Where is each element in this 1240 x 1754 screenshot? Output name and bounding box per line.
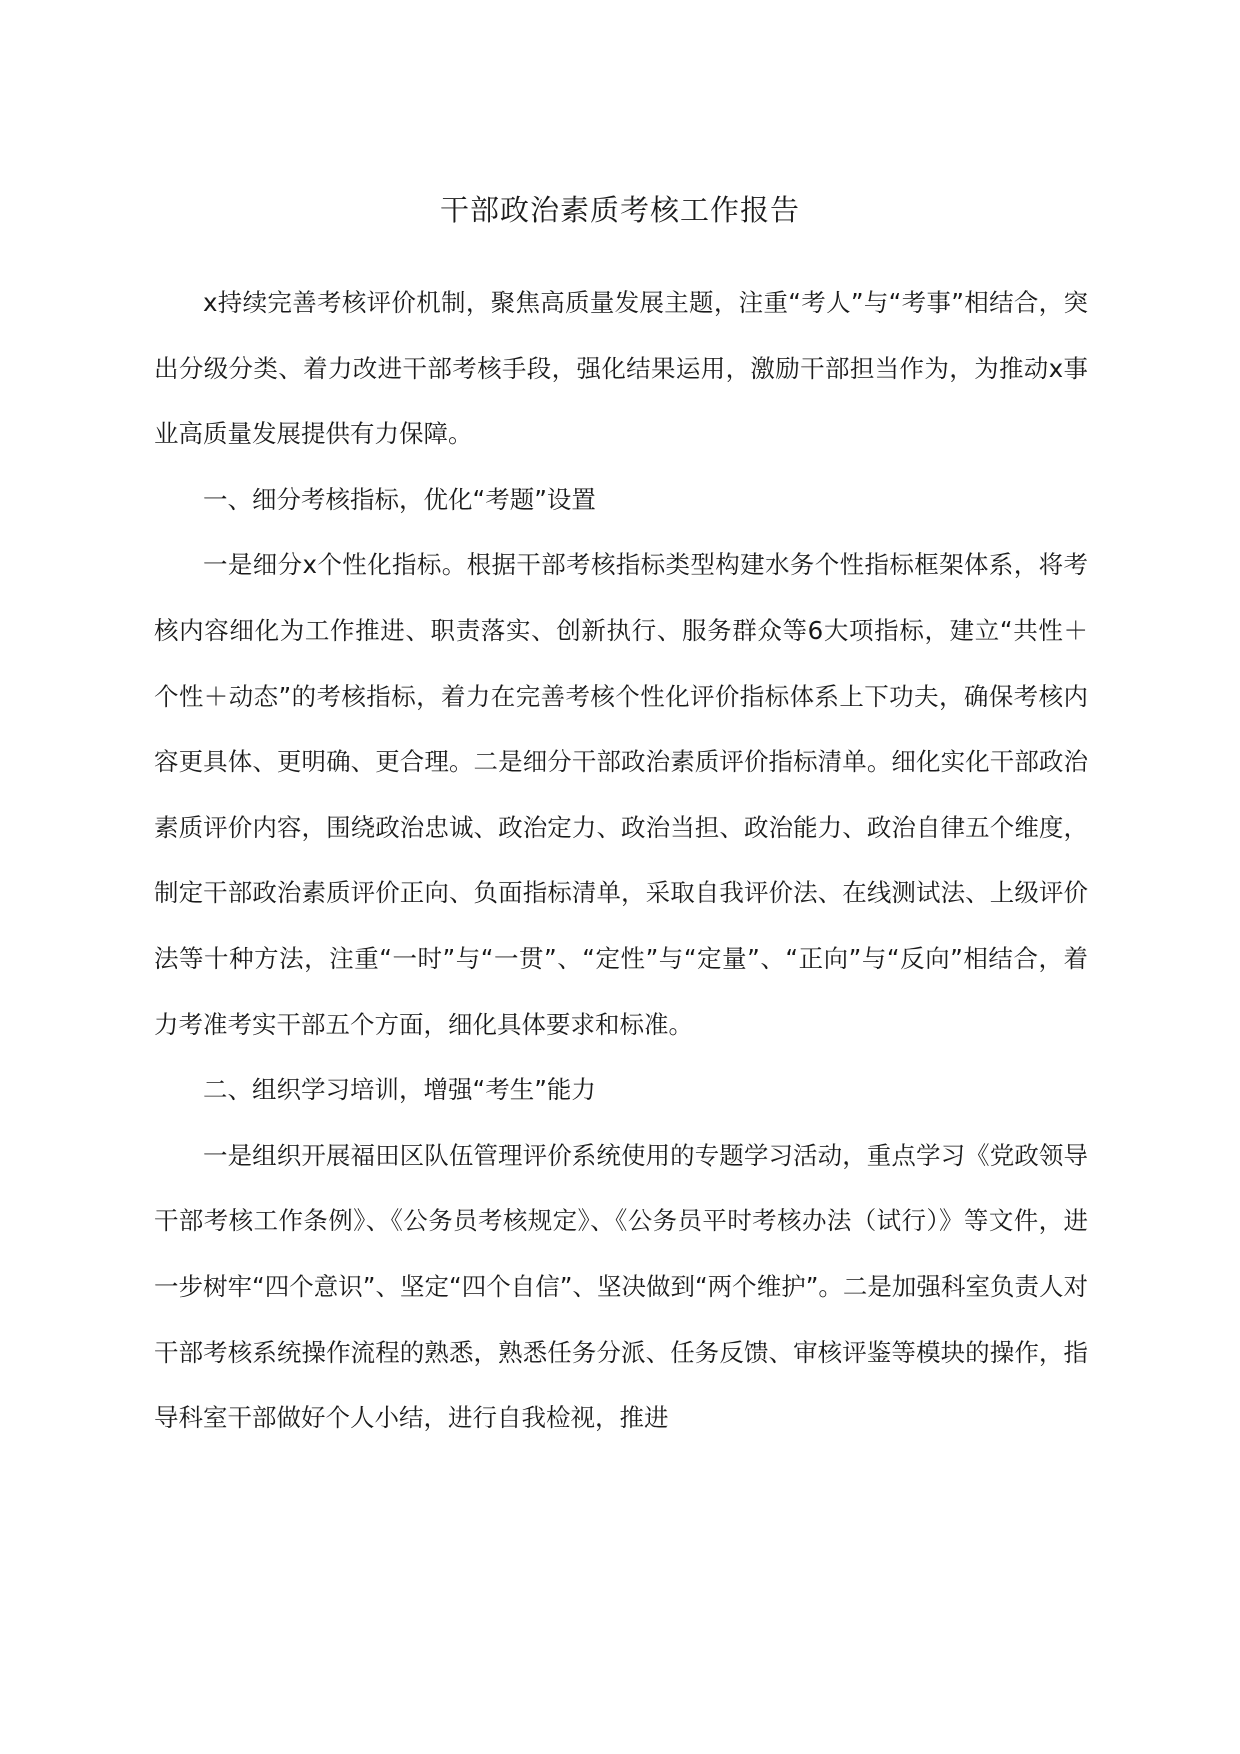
document-title: 干部政治素质考核工作报告: [439, 193, 800, 227]
section-heading-1: 一、细分考核指标，优化“考题”设置: [203, 484, 596, 514]
intro-paragraph: x持续完善考核评价机制，聚焦高质量发展主题，注重“考人”与“考事”相结合，突出分级分类、着力改进干部考核手段，强化结果运用，激励干部担当作为，为推动x事业高质量发展提供有力保障。: [154, 288, 1088, 449]
section-heading-2: 二、组织学习培训，增强“考生”能力: [203, 1075, 596, 1105]
section-2-paragraph: 一是组织开展福田区队伍管理评价系统使用的专题学习活动，重点学习《党政领导干部考核工作条例》、《公务员考核规定》、《公务员平时考核办法（试行）》等文件，进一步树牢“四个意识”、坚定“四个自信”、坚决做到“两个维护”。二是加强科室负责人对干部考核系统操作流程的熟悉，熟悉任务分派、任务反馈、审核评鉴等模块的操作，指导科室干部做好个人小结，进行自我检视，推进: [154, 1140, 1088, 1433]
section-1-paragraph: 一是细分x个性化指标。根据干部考核指标类型构建水务个性指标框架体系，将考核内容细化为工作推进、职责落实、创新执行、服务群众等6大项指标，建立“共性＋个性＋动态”的考核指标，着力在完善考核个性化评价指标体系上下功夫，确保考核内容更具体、更明确、更合理。二是细分干部政治素质评价指标清单。细化实化干部政治素质评价内容，围绕政治忠诚、政治定力、政治当担、政治能力、政治自律五个维度，制定干部政治素质评价正向、负面指标清单，采取自我评价法、在线测试法、上级评价法等十种方法，注重“一时”与“一贯”、“定性”与“定量”、“正向”与“反向”相结合，着力考准考实干部五个方面，细化具体要求和标准。: [154, 550, 1088, 1039]
document-body: [154, 270, 1088, 1451]
